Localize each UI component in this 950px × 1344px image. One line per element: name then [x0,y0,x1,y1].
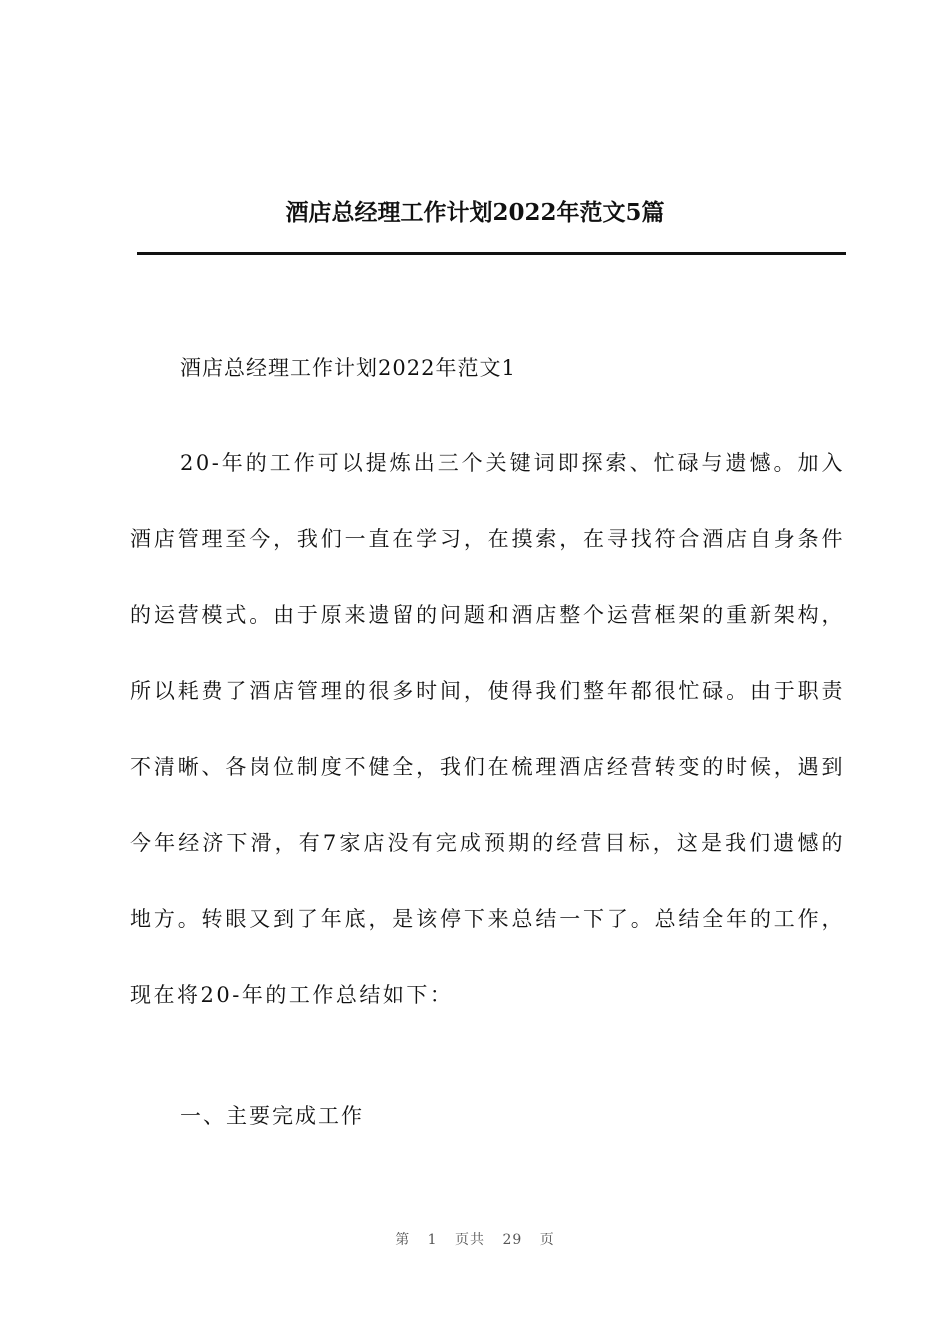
section-heading: 酒店总经理工作计划2022年范文1 [180,356,516,380]
footer-suffix: 页 [539,1232,555,1248]
sub-heading: 一、主要完成工作 [180,1104,364,1128]
footer-page-number: 1 [427,1232,438,1248]
title-underline [137,252,846,255]
page-footer [0,1229,950,1249]
footer-prefix: 第 [395,1232,411,1248]
document-title: 酒店总经理工作计划2022年范文5篇 [285,199,665,226]
footer-middle: 页共 [455,1232,486,1248]
body-paragraph: 20-年的工作可以提炼出三个关键词即探索、忙碌与遗憾。加入酒店管理至今，我们一直在学习，在摸索，在寻找符合酒店自身条件的运营模式。由于原来遗留的问题和酒店整个运营框架的重新架构，所以耗费了酒店管理的很多时间，使得我们整年都很忙碌。由于职责不清晰、各岗位制度不健全，我们在梳理酒店经营转变的时候，遇到今年经济下滑，有7家店没有完成预期的经营目标，这是我们遗憾的地方。转眼又到了年底，是该停下来总结一下了。总结全年的工作，现在将20-年的工作总结如下： [130,451,845,1007]
footer-total-pages: 29 [502,1232,523,1248]
